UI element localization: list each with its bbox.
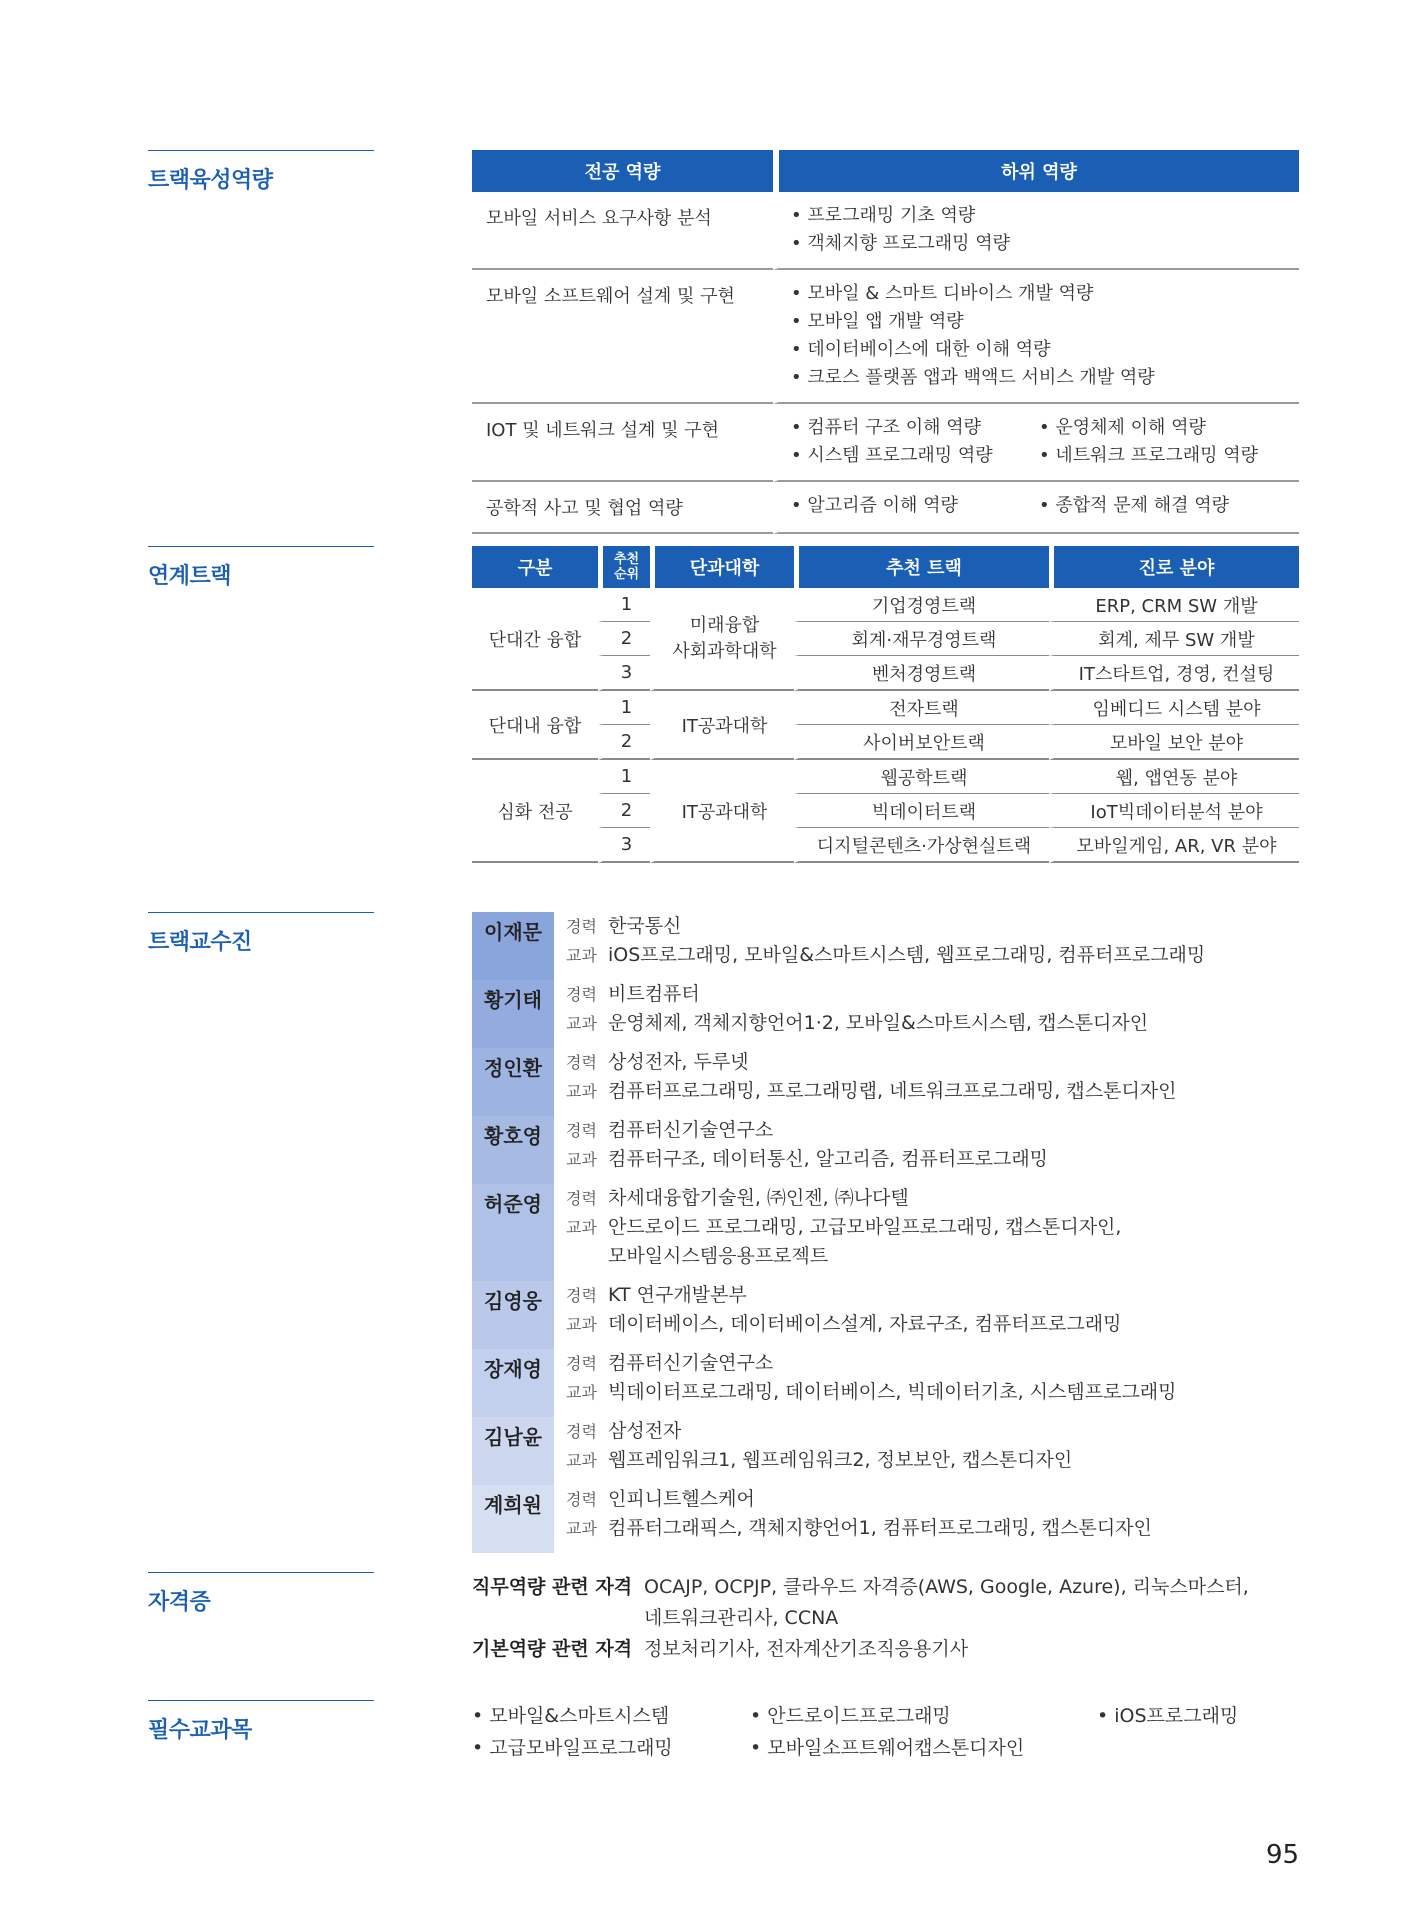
faculty-row (472, 980, 1299, 1048)
major-competency: 모바일 소프트웨어 설계 및 구현 (472, 270, 773, 404)
faculty-info (554, 1184, 1121, 1281)
faculty-name: 이재문 (472, 912, 554, 980)
list-item: • iOS프로그래밍 (1097, 1705, 1239, 1727)
faculty-row (472, 1184, 1299, 1281)
faculty-name: 정인환 (472, 1048, 554, 1116)
sub-competency: • 객체지향 프로그래밍 역량 (791, 233, 1011, 254)
course-label: 교과 (566, 1014, 597, 1033)
sub-competency: • 컴퓨터 구조 이해 역량 (791, 417, 981, 438)
college-cell: IT공과대학 (650, 760, 794, 863)
linked-track-table (472, 546, 1299, 863)
major-competency: IOT 및 네트워크 설계 및 구현 (472, 404, 773, 482)
major-competency: 모바일 서비스 요구사항 분석 (472, 192, 773, 270)
track-cell: 벤처경영트랙 (794, 656, 1049, 691)
sub-competency: • 프로그래밍 기초 역량 (791, 205, 976, 226)
sub-competencies (773, 270, 1299, 404)
table-row (472, 192, 1299, 270)
track-cell: 디지털콘텐츠·가상현실트랙 (794, 828, 1049, 863)
rank-cell: 2 (598, 794, 650, 828)
faculty-name: 김영웅 (472, 1281, 554, 1349)
section-title-competency: 트랙육성역량 (148, 150, 374, 194)
faculty-career: 컴퓨터신기술연구소 (608, 1119, 774, 1141)
table-row (472, 588, 1299, 622)
table-row (472, 270, 1299, 404)
sub-competency: • 모바일 앱 개발 역량 (791, 311, 964, 332)
faculty-courses: 컴퓨터프로그래밍, 프로그래밍랩, 네트워크프로그래밍, 캡스톤디자인 (608, 1080, 1177, 1102)
faculty-row (472, 1116, 1299, 1184)
faculty-list (472, 912, 1299, 1553)
career-label: 경력 (566, 1189, 597, 1208)
page-number: 95 (1266, 1840, 1300, 1870)
track-cell: 전자트랙 (794, 691, 1049, 725)
required-course-list (472, 1700, 1299, 1770)
competency-header-sub: 하위 역량 (773, 150, 1299, 192)
faculty-info (554, 980, 1148, 1048)
career-label: 경력 (566, 1422, 597, 1441)
faculty-career: 삼성전자 (608, 1420, 682, 1442)
faculty-info (554, 912, 1205, 980)
faculty-courses: iOS프로그래밍, 모바일&스마트시스템, 웹프로그래밍, 컴퓨터프로그래밍 (608, 944, 1206, 966)
rank-cell: 1 (598, 588, 650, 622)
sub-competency: • 종합적 문제 해결 역량 (1039, 495, 1229, 516)
major-competency: 공학적 사고 및 협업 역량 (472, 482, 773, 534)
course-label: 교과 (566, 1383, 597, 1402)
faculty-courses: 데이터베이스, 데이터베이스설계, 자료구조, 컴퓨터프로그래밍 (608, 1313, 1122, 1335)
course-label: 교과 (566, 1451, 597, 1470)
career-cell: 회계, 제무 SW 개발 (1049, 622, 1299, 656)
sub-competency: • 데이터베이스에 대한 이해 역량 (791, 339, 1051, 360)
course-label: 교과 (566, 1218, 597, 1237)
competency-header-major: 전공 역량 (472, 150, 773, 192)
faculty-courses: 모바일시스템응용프로젝트 (608, 1245, 829, 1267)
faculty-info (554, 1281, 1121, 1349)
track-cell: 웹공학트랙 (794, 760, 1049, 794)
career-cell: 모바일 보안 분야 (1049, 725, 1299, 760)
rank-cell: 3 (598, 828, 650, 863)
faculty-career: 차세대융합기술원, ㈜인젠, ㈜나다텔 (608, 1187, 909, 1209)
rank-cell: 2 (598, 725, 650, 760)
college-cell: 미래융합 사회과학대학 (650, 588, 794, 691)
faculty-name: 황호영 (472, 1116, 554, 1184)
track-cell: 사이버보안트랙 (794, 725, 1049, 760)
sub-competency: • 네트워크 프로그래밍 역량 (1039, 445, 1259, 466)
section-title-certificate: 자격증 (148, 1572, 374, 1616)
sub-competency: • 모바일 & 스마트 디바이스 개발 역량 (791, 283, 1094, 304)
faculty-info (554, 1048, 1177, 1116)
header-rank: 추천 순위 (598, 546, 650, 588)
faculty-row (472, 1485, 1299, 1553)
career-cell: 모바일게임, AR, VR 분야 (1049, 828, 1299, 863)
career-label: 경력 (566, 1121, 597, 1140)
faculty-row (472, 1048, 1299, 1116)
faculty-name: 장재영 (472, 1349, 554, 1417)
faculty-courses: 컴퓨터그래픽스, 객체지향언어1, 컴퓨터프로그래밍, 캡스톤디자인 (608, 1517, 1152, 1539)
faculty-courses: 안드로이드 프로그래밍, 고급모바일프로그래밍, 캡스톤디자인, (608, 1216, 1122, 1238)
table-row (472, 691, 1299, 725)
faculty-career: KT 연구개발본부 (608, 1284, 747, 1306)
job-cert-label: 직무역량 관련 자격 (472, 1576, 633, 1598)
sub-competency: • 시스템 프로그래밍 역량 (791, 445, 993, 466)
header-category: 구분 (472, 546, 598, 588)
faculty-career: 인피니트헬스케어 (608, 1488, 755, 1510)
category-cell: 단대내 융합 (472, 691, 598, 760)
course-label (566, 1242, 608, 1271)
faculty-info (554, 1485, 1152, 1553)
faculty-row (472, 1349, 1299, 1417)
career-cell: 웹, 앱연동 분야 (1049, 760, 1299, 794)
career-cell: 임베디드 시스템 분야 (1049, 691, 1299, 725)
faculty-info (554, 1116, 1048, 1184)
rank-cell: 1 (598, 760, 650, 794)
faculty-courses: 운영체제, 객체지향언어1·2, 모바일&스마트시스템, 캡스톤디자인 (608, 1012, 1149, 1034)
course-label: 교과 (566, 946, 597, 965)
list-item: • 모바일소프트웨어캡스톤디자인 (750, 1737, 1025, 1759)
sub-competency: • 알고리즘 이해 역량 (791, 495, 958, 516)
header-career: 진로 분야 (1049, 546, 1299, 588)
career-label: 경력 (566, 985, 597, 1004)
section-title-required-courses: 필수교과목 (148, 1700, 374, 1744)
faculty-info (554, 1417, 1072, 1485)
faculty-courses: 웹프레임워크1, 웹프레임워크2, 정보보안, 캡스톤디자인 (608, 1449, 1073, 1471)
career-label: 경력 (566, 917, 597, 936)
header-track: 추천 트랙 (794, 546, 1049, 588)
faculty-courses: 컴퓨터구조, 데이터통신, 알고리즘, 컴퓨터프로그래밍 (608, 1148, 1049, 1170)
sub-competencies (773, 404, 1299, 482)
basic-cert-value: 정보처리기사, 전자계산기조직응용기사 (644, 1638, 969, 1660)
course-label: 교과 (566, 1082, 597, 1101)
career-cell: IoT빅데이터분석 분야 (1049, 794, 1299, 828)
table-row (472, 404, 1299, 482)
faculty-info (554, 1349, 1177, 1417)
sub-competency: • 크로스 플랫폼 앱과 백액드 서비스 개발 역량 (791, 367, 1155, 388)
rank-cell: 2 (598, 622, 650, 656)
faculty-career: 상성전자, 두루넷 (608, 1051, 749, 1073)
course-label: 교과 (566, 1519, 597, 1538)
career-cell: ERP, CRM SW 개발 (1049, 588, 1299, 622)
list-item: • 안드로이드프로그래밍 (750, 1705, 951, 1727)
sub-competencies (773, 482, 1299, 534)
list-item: • 고급모바일프로그래밍 (472, 1737, 673, 1759)
track-cell: 기업경영트랙 (794, 588, 1049, 622)
competency-table (472, 150, 1299, 534)
faculty-row (472, 1417, 1299, 1485)
career-label: 경력 (566, 1053, 597, 1072)
career-label: 경력 (566, 1490, 597, 1509)
table-row (472, 482, 1299, 534)
sub-competency: • 운영체제 이해 역량 (1039, 417, 1206, 438)
rank-cell: 1 (598, 691, 650, 725)
faculty-row (472, 1281, 1299, 1349)
sub-competencies (773, 192, 1299, 270)
course-label: 교과 (566, 1315, 597, 1334)
career-label: 경력 (566, 1354, 597, 1373)
section-title-faculty: 트랙교수진 (148, 912, 374, 956)
career-cell: IT스타트업, 경영, 컨설팅 (1049, 656, 1299, 691)
faculty-career: 컴퓨터신기술연구소 (608, 1352, 774, 1374)
category-cell: 심화 전공 (472, 760, 598, 863)
faculty-name: 김남윤 (472, 1417, 554, 1485)
rank-cell: 3 (598, 656, 650, 691)
career-label: 경력 (566, 1286, 597, 1305)
college-cell: IT공과대학 (650, 691, 794, 760)
job-cert-value: 네트워크관리사, CCNA (644, 1607, 839, 1629)
table-row (472, 760, 1299, 794)
track-cell: 회계·재무경영트랙 (794, 622, 1049, 656)
job-cert-value: OCAJP, OCPJP, 클라우드 자격증(AWS, Google, Azure), 리눅스마스터, (644, 1576, 1249, 1598)
faculty-name: 계희원 (472, 1485, 554, 1553)
section-title-linked-track: 연계트랙 (148, 546, 374, 590)
list-item: • 모바일&스마트시스템 (472, 1705, 670, 1727)
certificate-list (472, 1572, 1249, 1665)
basic-cert-label: 기본역량 관련 자격 (472, 1638, 633, 1660)
category-cell: 단대간 융합 (472, 588, 598, 691)
faculty-courses: 빅데이터프로그래밍, 데이터베이스, 빅데이터기초, 시스템프로그래밍 (608, 1381, 1177, 1403)
faculty-name: 허준영 (472, 1184, 554, 1281)
faculty-row (472, 912, 1299, 980)
header-college: 단과대학 (650, 546, 794, 588)
faculty-career: 한국통신 (608, 915, 682, 937)
course-label: 교과 (566, 1150, 597, 1169)
track-cell: 빅데이터트랙 (794, 794, 1049, 828)
faculty-career: 비트컴퓨터 (608, 983, 700, 1005)
faculty-name: 황기태 (472, 980, 554, 1048)
